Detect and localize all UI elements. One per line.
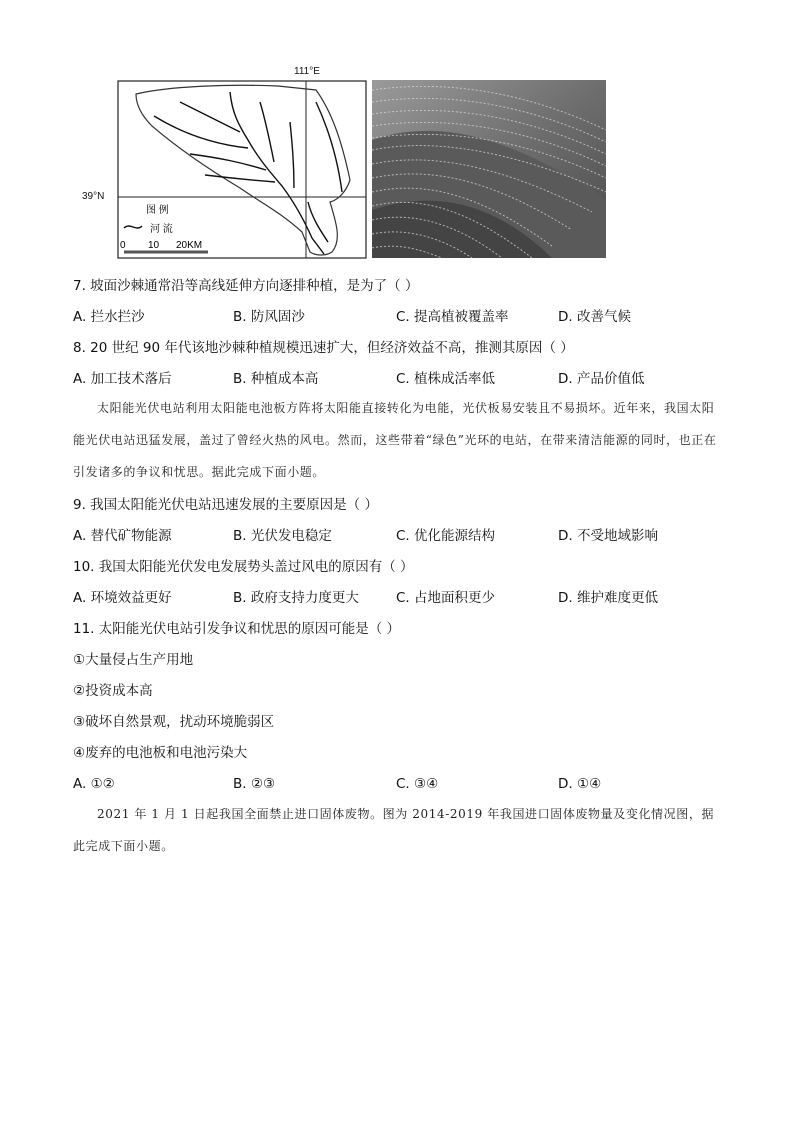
question-8-stem: 8. 20 世纪 90 年代该地沙棘种植规模迅速扩大，但经济效益不高，推测其原因（ ） (73, 340, 574, 356)
q7-option-c[interactable]: C. 提高植被覆盖率 (396, 309, 509, 325)
passage-solid-waste: 2021 年 1 月 1 日起我国全面禁止进口固体废物。图为 2014-2019 年我国进口固体废物量及变化情况图，据此完成下面小题。 (73, 807, 715, 853)
q9-option-d[interactable]: D. 不受地域影响 (558, 528, 658, 544)
passage-solar: 太阳能光伏电站利用太阳能电池板方阵将太阳能直接转化为电能，光伏板易安装且不易损坏。近年来，我国太阳能光伏电站迅猛发展，盖过了曾经火热的风电。然而，这些带着“绿色”光环的电站，在带来清洁能源的同时，也正在引发诸多的争议和忧思。据此完成下面小题。 (73, 401, 717, 479)
q11-option-c[interactable]: C. ③④ (396, 776, 439, 792)
q7-option-d[interactable]: D. 改善气候 (558, 309, 631, 325)
q7-option-b[interactable]: B. 防风固沙 (233, 309, 305, 325)
scale-mid: 10 (148, 240, 160, 251)
q8-option-b[interactable]: B. 种植成本高 (233, 371, 319, 387)
q11-item-2: ②投资成本高 (73, 683, 153, 699)
scale-end: 20KM (176, 240, 203, 251)
question-11-stem: 11. 太阳能光伏电站引发争议和忧思的原因可能是（ ） (73, 621, 401, 637)
q10-option-b[interactable]: B. 政府支持力度更大 (233, 590, 359, 606)
q11-item-1: ①大量侵占生产用地 (73, 652, 194, 668)
meridian-label: 111°E (294, 66, 320, 77)
question-10-stem: 10. 我国太阳能光伏发电发展势头盖过风电的原因有（ ） (73, 559, 414, 575)
q8-option-d[interactable]: D. 产品价值低 (558, 371, 645, 387)
q10-option-c[interactable]: C. 占地面积更少 (396, 590, 496, 606)
figure-area (80, 62, 610, 262)
q9-option-c[interactable]: C. 优化能源结构 (396, 528, 496, 544)
scale-zero: 0 (120, 240, 126, 251)
question-7-stem: 7. 坡面沙棘通常沿等高线延伸方向逐排种植，是为了（ ） (73, 278, 419, 294)
q11-option-a[interactable]: A. ①② (73, 776, 115, 792)
question-9-stem: 9. 我国太阳能光伏电站迅速发展的主要原因是（ ） (73, 497, 378, 513)
q9-option-a[interactable]: A. 替代矿物能源 (73, 528, 172, 544)
q11-option-d[interactable]: D. ①④ (558, 776, 602, 792)
parallel-label: 39°N (82, 191, 105, 202)
q10-option-d[interactable]: D. 维护难度更低 (558, 590, 658, 606)
legend-title: 图 例 (146, 205, 169, 216)
q11-item-3: ③破坏自然景观，扰动环境脆弱区 (73, 714, 275, 730)
terrace-photo (372, 80, 606, 258)
q8-option-c[interactable]: C. 植株成活率低 (396, 371, 496, 387)
q11-item-4: ④废弃的电池板和电池污染大 (73, 745, 248, 761)
q8-option-a[interactable]: A. 加工技术落后 (73, 371, 172, 387)
q9-option-b[interactable]: B. 光伏发电稳定 (233, 528, 332, 544)
q10-option-a[interactable]: A. 环境效益更好 (73, 590, 172, 606)
q11-option-b[interactable]: B. ②③ (233, 776, 276, 792)
river-map (80, 62, 380, 262)
q7-option-a[interactable]: A. 拦水拦沙 (73, 309, 145, 325)
legend-river-label: 河 流 (150, 224, 173, 235)
